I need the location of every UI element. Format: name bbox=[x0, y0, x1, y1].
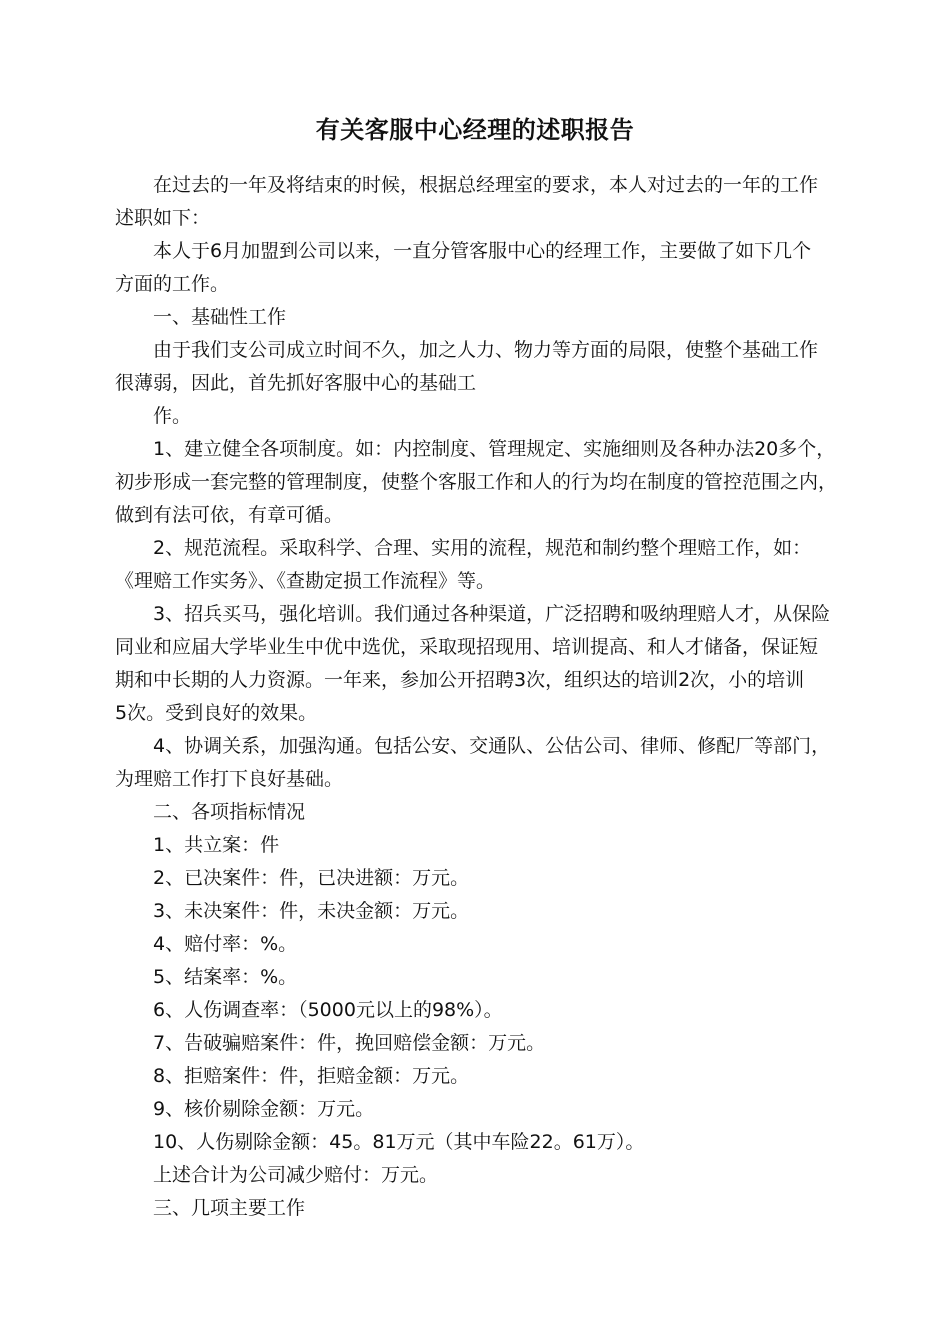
document-title: 有关客服中心经理的述职报告 bbox=[315, 116, 635, 144]
section-heading: 二、各项指标情况 bbox=[153, 801, 306, 823]
paragraph-line: 3、招兵买马，强化培训。我们通过各种渠道，广泛招聘和吸纳理赔人才，从保险 bbox=[153, 603, 831, 625]
paragraph-line: 本人于6月加盟到公司以来，一直分管客服中心的经理工作，主要做了如下几个 bbox=[153, 240, 812, 262]
paragraph-line: 1、建立健全各项制度。如：内控制度、管理规定、实施细则及各种办法20多个， bbox=[153, 438, 836, 460]
list-item: 3、未决案件：件，未决金额：万元。 bbox=[153, 900, 470, 922]
list-item: 4、赔付率：%。 bbox=[153, 933, 298, 955]
list-item: 1、共立案：件 bbox=[153, 834, 280, 856]
list-item: 2、已决案件：件，已决进额：万元。 bbox=[153, 867, 470, 889]
paragraph-line: 2、规范流程。采取科学、合理、实用的流程，规范和制约整个理赔工作，如： bbox=[153, 537, 812, 559]
paragraph-line: 为理赔工作打下良好基础。 bbox=[115, 768, 344, 790]
paragraph-line: 述职如下： bbox=[115, 207, 211, 229]
paragraph-line: 同业和应届大学毕业生中优中选优，采取现招现用、培训提高、和人才储备，保证短 bbox=[115, 636, 819, 658]
paragraph-line: 初步形成一套完整的管理制度，使整个客服工作和人的行为均在制度的管控范围之内， bbox=[115, 471, 838, 493]
section-heading: 一、基础性工作 bbox=[153, 306, 287, 328]
paragraph-line: 很薄弱，因此，首先抓好客服中心的基础工 bbox=[115, 372, 477, 394]
list-item: 10、人伤剔除金额：45。81万元（其中车险22。61万）。 bbox=[153, 1131, 645, 1153]
list-item: 5、结案率：%。 bbox=[153, 966, 298, 988]
paragraph-line: 由于我们支公司成立时间不久，加之人力、物力等方面的局限，使整个基础工作 bbox=[153, 339, 819, 361]
list-item: 9、核价剔除金额：万元。 bbox=[153, 1098, 375, 1120]
section-heading: 三、几项主要工作 bbox=[153, 1197, 306, 1219]
list-item: 6、人伤调查率：（5000元以上的98%）。 bbox=[153, 999, 503, 1021]
paragraph-line: 在过去的一年及将结束的时候，根据总经理室的要求，本人对过去的一年的工作 bbox=[153, 174, 819, 196]
list-item: 7、告破骗赔案件：件，挽回赔偿金额：万元。 bbox=[153, 1032, 546, 1054]
list-item: 8、拒赔案件：件，拒赔金额：万元。 bbox=[153, 1065, 470, 1087]
paragraph-line: 期和中长期的人力资源。一年来，参加公开招聘3次，组织达的培训2次，小的培训 bbox=[115, 669, 805, 691]
paragraph-line: 上述合计为公司减少赔付：万元。 bbox=[153, 1164, 439, 1186]
paragraph-line: 4、协调关系，加强沟通。包括公安、交通队、公估公司、律师、修配厂等部门， bbox=[153, 735, 831, 757]
paragraph-line: 作。 bbox=[153, 405, 192, 427]
paragraph-line: 做到有法可依，有章可循。 bbox=[115, 504, 344, 526]
paragraph-line: 5次。受到良好的效果。 bbox=[115, 702, 318, 724]
paragraph-line: 方面的工作。 bbox=[115, 273, 230, 295]
paragraph-line: 《理赔工作实务》、《查勘定损工作流程》等。 bbox=[115, 570, 496, 592]
